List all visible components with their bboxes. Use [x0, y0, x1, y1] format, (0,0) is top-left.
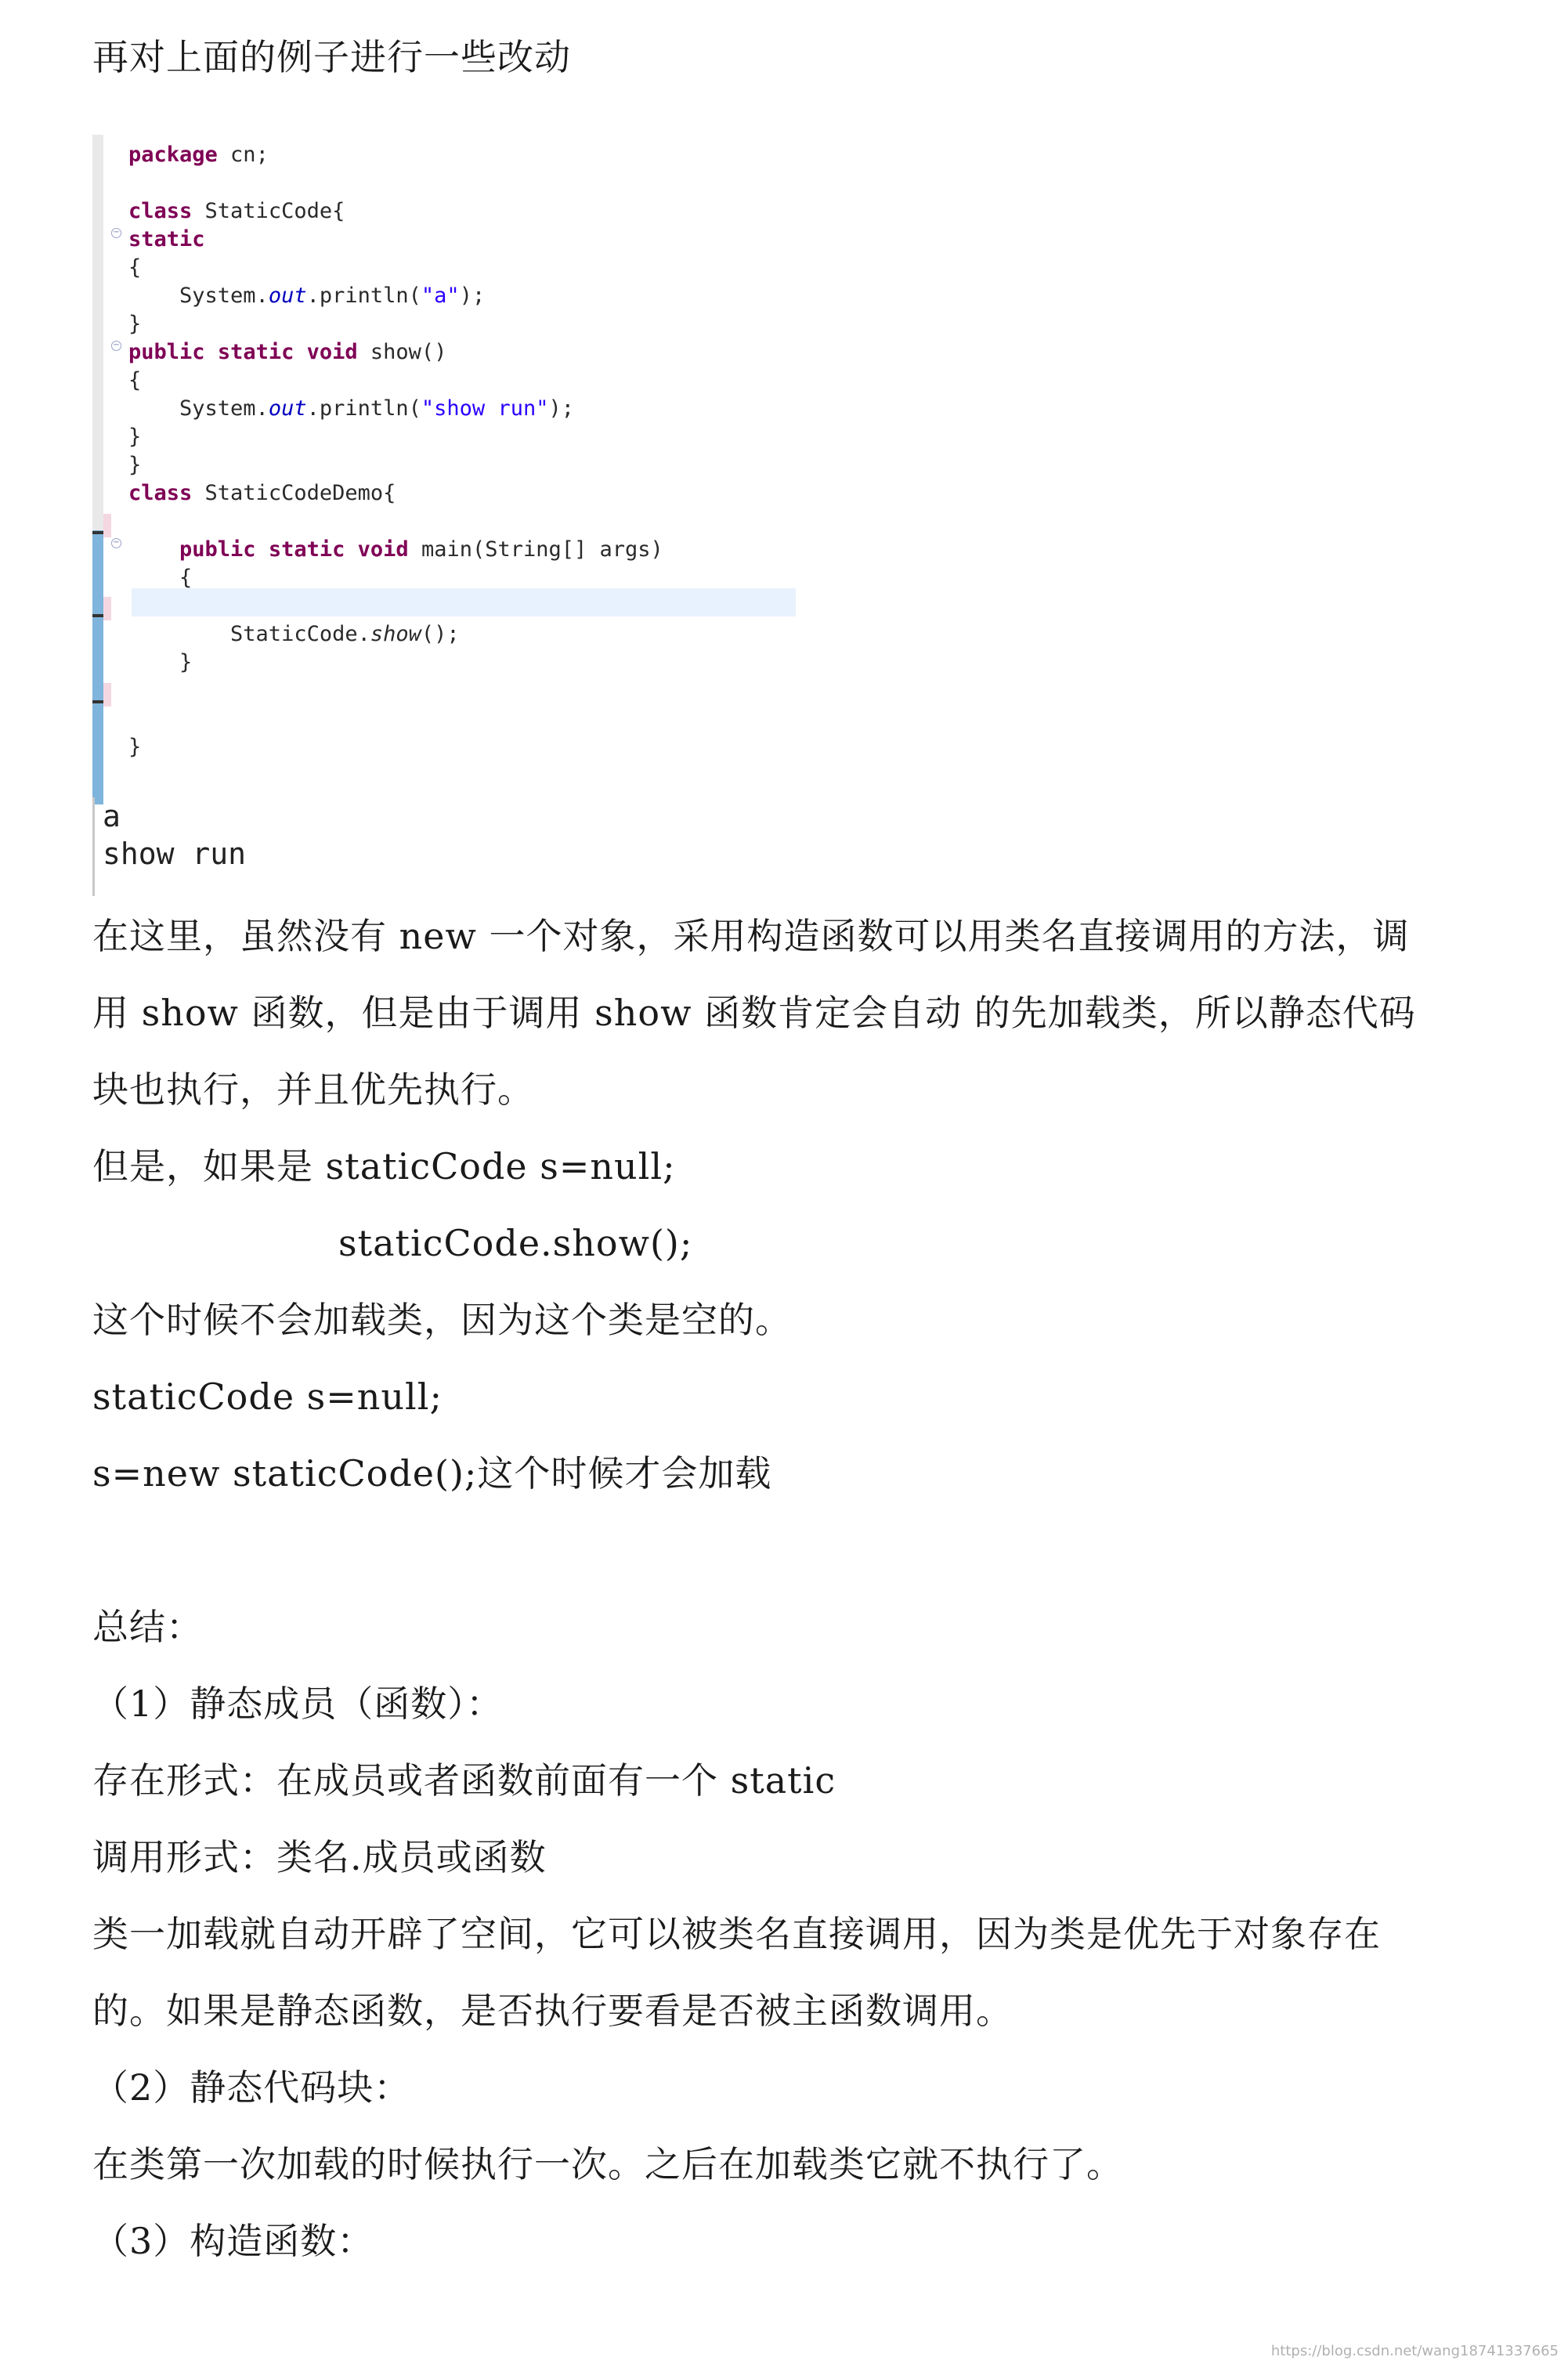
- code-token: }: [128, 312, 142, 336]
- code-token: show: [370, 622, 421, 646]
- code-token: }: [128, 453, 142, 477]
- code-line: [128, 367, 141, 395]
- body-text-indented: staticCode.show();: [338, 1222, 693, 1264]
- code-token: StaticCode.: [128, 622, 370, 646]
- code-token: [256, 537, 269, 562]
- code-token: "show run": [421, 396, 549, 421]
- code-token: );: [459, 284, 486, 308]
- fold-toggle-icon[interactable]: −: [111, 538, 121, 548]
- change-mark: [92, 614, 103, 617]
- body-text: 存在形式：在成员或者函数前面有一个 static: [92, 1759, 836, 1802]
- code-line: [128, 536, 663, 564]
- code-line: [128, 254, 141, 282]
- body-text: 用 show 函数，但是由于调用 show 函数肯定会自动 的先加载类，所以静态代码: [92, 992, 1416, 1034]
- code-token: static: [128, 227, 205, 251]
- code-token: cn;: [217, 143, 269, 167]
- code-line: [128, 338, 446, 367]
- code-line: [128, 395, 574, 423]
- code-line: [128, 620, 460, 649]
- code-token: {: [128, 255, 142, 280]
- code-token: System.: [128, 396, 269, 421]
- change-mark: [92, 531, 103, 534]
- watermark-url: https://blog.csdn.net/wang18741337665: [1270, 2343, 1559, 2359]
- code-token: "a": [421, 284, 460, 308]
- code-line: [128, 141, 269, 169]
- code-line: [128, 197, 345, 226]
- code-token: public: [179, 537, 256, 562]
- code-line: [128, 479, 396, 508]
- code-token: public: [128, 340, 205, 364]
- change-indicator-bar: [92, 530, 103, 804]
- code-line: [128, 282, 485, 310]
- code-line: [128, 310, 141, 338]
- body-text: 在类第一次加载的时候执行一次。之后在加载类它就不执行了。: [92, 2143, 1123, 2185]
- fold-toggle-icon[interactable]: −: [111, 341, 121, 351]
- code-token: [294, 340, 306, 364]
- annotation-marker: [103, 514, 111, 537]
- code-token: out: [268, 396, 307, 421]
- code-token: }: [128, 425, 142, 449]
- code-token: {: [128, 368, 142, 392]
- code-line: [128, 451, 141, 479]
- code-token: [205, 340, 218, 364]
- code-line: [128, 423, 141, 451]
- current-line-highlight: [132, 588, 796, 616]
- body-text: 块也执行，并且优先执行。: [92, 1068, 534, 1111]
- code-token: out: [268, 284, 307, 308]
- code-token: {: [128, 566, 193, 590]
- code-token: void: [357, 537, 409, 562]
- body-text: 在这里，虽然没有 new 一个对象，采用构造函数可以用类名直接调用的方法，调: [92, 915, 1410, 957]
- code-token: static: [217, 340, 294, 364]
- body-text: 调用形式：类名.成员或函数: [92, 1836, 547, 1878]
- section-heading: （3）构造函数：: [92, 2220, 374, 2262]
- console-output: [92, 797, 345, 896]
- section-heading: （2）静态代码块：: [92, 2066, 411, 2109]
- code-token: static: [268, 537, 345, 562]
- body-text: 的。如果是静态函数，是否执行要看是否被主函数调用。: [92, 1990, 1013, 2032]
- console-line: show run: [103, 837, 247, 871]
- code-token: class: [128, 481, 193, 505]
- code-token: ();: [421, 622, 460, 646]
- code-token: System.: [128, 284, 269, 308]
- annotation-marker: [103, 683, 111, 707]
- code-line: [128, 733, 141, 761]
- section-heading: （1）静态成员（函数）：: [92, 1683, 504, 1725]
- code-editor-screenshot: [92, 135, 797, 759]
- annotation-marker: [103, 597, 111, 620]
- code-line: [128, 564, 192, 592]
- code-token: }: [128, 650, 193, 674]
- body-text: staticCode s=null;: [92, 1375, 443, 1418]
- body-text: s=new staticCode();这个时候才会加载: [92, 1452, 772, 1495]
- summary-heading: 总结：: [92, 1606, 203, 1648]
- code-token: .println(: [306, 284, 421, 308]
- code-token: main(String[] args): [408, 537, 663, 562]
- code-token: package: [128, 143, 218, 167]
- code-token: void: [306, 340, 358, 364]
- code-line: [128, 649, 192, 677]
- code-line: [128, 226, 205, 254]
- body-text: 但是，如果是 staticCode s=null;: [92, 1145, 676, 1187]
- body-text: 类一加载就自动开辟了空间，它可以被类名直接调用，因为类是优先于对象存在: [92, 1913, 1381, 1955]
- code-token: show(): [357, 340, 447, 364]
- intro-heading: 再对上面的例子进行一些改动: [92, 36, 571, 78]
- code-token: );: [548, 396, 574, 421]
- code-token: StaticCode{: [192, 199, 345, 223]
- code-token: }: [128, 735, 142, 759]
- code-token: StaticCodeDemo{: [192, 481, 396, 505]
- change-mark: [92, 700, 103, 703]
- code-token: [128, 537, 179, 562]
- code-token: .println(: [306, 396, 421, 421]
- console-line: a: [103, 799, 121, 833]
- code-token: class: [128, 199, 193, 223]
- body-text: 这个时候不会加载类，因为这个类是空的。: [92, 1299, 792, 1341]
- fold-toggle-icon[interactable]: −: [111, 228, 121, 238]
- code-token: [345, 537, 357, 562]
